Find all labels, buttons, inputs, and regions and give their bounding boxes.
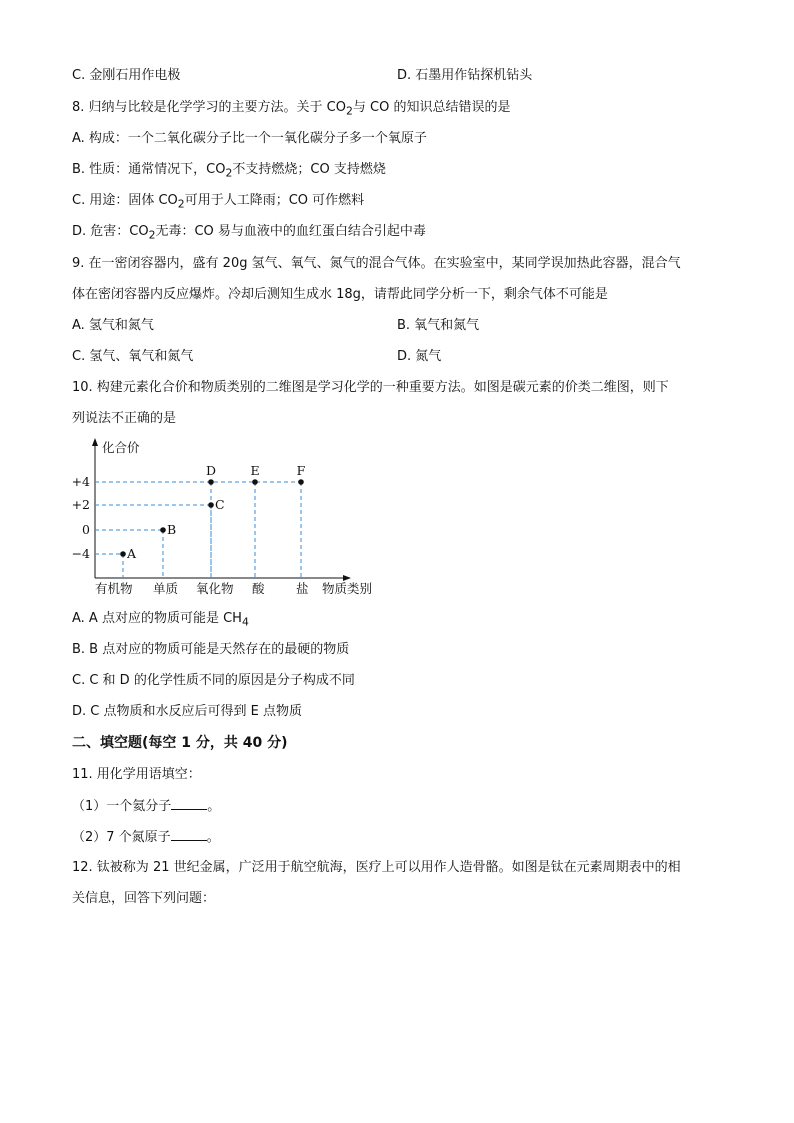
x-tick-label: 有机物: [95, 581, 133, 596]
q8-option-c: [72, 192, 364, 214]
point-label-a: A: [127, 546, 137, 561]
q8-stem-sub: 2: [345, 104, 353, 118]
q10-option-b: B. B 点对应的物质可能是天然存在的最硬的物质: [72, 642, 350, 657]
point-label-b: B: [167, 522, 177, 537]
data-point-a: [120, 551, 126, 557]
q12-stem-line2: 关信息，回答下列问题：: [72, 891, 216, 906]
data-point-d: [208, 479, 214, 485]
q8-c-sub: 2: [177, 197, 185, 211]
x-tick-label: 氧化物: [196, 581, 234, 596]
data-point-b: [160, 527, 166, 533]
q8-option-d: [72, 223, 426, 245]
q9-option-a: A. 氢气和氮气: [72, 318, 154, 333]
q10-stem-line1: 10. 构建元素化合价和物质类别的二维图是学习化学的一种重要方法。如图是碳元素的价类二维图，则下: [72, 380, 669, 395]
q9-option-c: C. 氢气、氧气和氮气: [72, 349, 194, 364]
y-axis-arrow: [92, 438, 98, 446]
q11-part1: [72, 797, 220, 816]
x-tick-label: 单质: [153, 581, 179, 596]
section-title: 二、填空题(每空 1 分，共 40 分): [72, 735, 288, 751]
y-tick-label: +4: [71, 474, 90, 489]
q11-stem: 11. 用化学用语填空：: [72, 767, 201, 782]
answer-blank[interactable]: [171, 797, 207, 810]
q7-option-c: C. 金刚石用作电极: [72, 68, 181, 83]
q11-part1-end: 。: [207, 799, 221, 814]
point-label-c: C: [215, 497, 225, 512]
q8-stem-text: 8. 归纳与比较是化学学习的主要方法。关于 CO: [72, 100, 346, 115]
answer-blank[interactable]: [171, 828, 207, 841]
x-tick-label: 盐: [296, 581, 309, 596]
q7-option-d: D. 石墨用作钻探机钻头: [397, 68, 533, 83]
q8-b-text-2: 不支持燃烧；CO 支持燃烧: [232, 162, 386, 177]
q8-d-text: D. 危害：CO: [72, 224, 149, 239]
q11-part1-text: （1）一个氦分子: [72, 799, 172, 814]
q9-stem-line1: 9. 在一密闭容器内，盛有 20g 氢气、氧气、氮气的混合气体。在实验室中，某同学误加热此容器，混合气: [72, 256, 681, 271]
point-label-d: D: [205, 463, 217, 478]
data-point-f: [298, 479, 304, 485]
x-axis-label: 物质类别: [322, 581, 373, 596]
x-tick-label: 酸: [252, 581, 265, 596]
q10-option-d: D. C 点物质和水反应后可得到 E 点物质: [72, 704, 302, 719]
q10-option-c: C. C 和 D 的化学性质不同的原因是分子构成不同: [72, 673, 355, 688]
q11-part2-end: 。: [206, 830, 220, 845]
data-point-e: [252, 479, 258, 485]
q12-stem-line1: 12. 钛被称为 21 世纪金属，广泛用于航空航海，医疗上可以用作人造骨骼。如图是钛在元素周期表中的相: [72, 860, 681, 875]
q8-option-b: [72, 161, 386, 183]
q9-option-b: B. 氧气和氮气: [397, 318, 480, 333]
q8-stem-text-2: 与 CO 的知识总结错误的是: [352, 100, 511, 115]
q10-stem-line2: 列说法不正确的是: [72, 411, 177, 426]
q10-a-sub: 4: [241, 615, 249, 629]
point-label-f: F: [296, 463, 306, 478]
point-label-e: E: [250, 463, 260, 478]
q8-d-text-2: 无毒：CO 易与血液中的血红蛋白结合引起中毒: [155, 224, 426, 239]
q11-part2-text: （2）7 个氮原子: [72, 830, 171, 845]
q9-stem-line2: 体在密闭容器内反应爆炸。冷却后测知生成水 18g，请帮此同学分析一下，剩余气体不可能是: [72, 287, 608, 302]
q8-option-a: A. 构成：一个二氧化碳分子比一个一氧化碳分子多一个氧原子: [72, 131, 427, 146]
q11-part2: [72, 828, 220, 847]
y-tick-label: +2: [71, 497, 90, 512]
q8-b-sub: 2: [225, 166, 233, 180]
q8-d-sub: 2: [148, 228, 156, 242]
q10-option-a: [72, 610, 249, 632]
y-axis-label: 化合价: [102, 440, 140, 455]
q9-option-d: D. 氮气: [397, 349, 442, 364]
data-point-c: [208, 502, 214, 508]
y-tick-label: 0: [82, 522, 90, 537]
y-tick-label: −4: [71, 546, 90, 561]
valence-class-chart: [68, 434, 398, 602]
q8-b-text: B. 性质：通常情况下，CO: [72, 162, 226, 177]
q8-stem: [72, 99, 510, 121]
q10-a-text: A. A 点对应的物质可能是 CH: [72, 611, 242, 626]
q8-c-text: C. 用途：固体 CO: [72, 193, 178, 208]
q8-c-text-2: 可用于人工降雨；CO 可作燃料: [184, 193, 365, 208]
